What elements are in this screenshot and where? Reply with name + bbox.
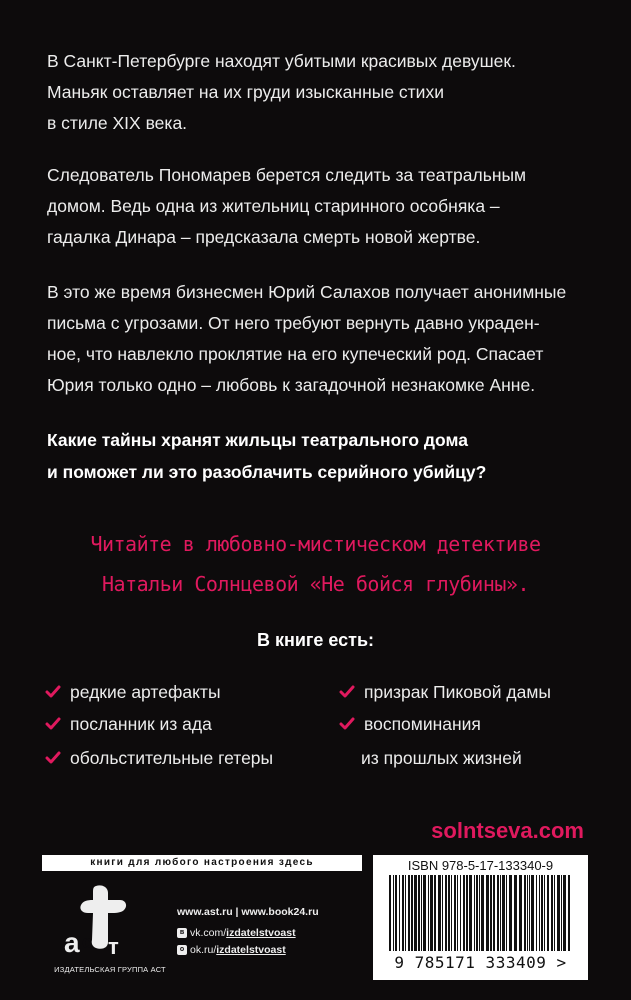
features-title: В книге есть: <box>256 630 375 650</box>
barcode-bar <box>423 875 426 951</box>
barcode-bar <box>554 875 555 951</box>
barcode-bar <box>481 875 484 951</box>
barcode-bar <box>563 875 566 951</box>
ok-handle: izdatelstvoast <box>216 944 286 956</box>
vk-prefix: vk.com/ <box>190 927 227 939</box>
barcode-bar <box>527 875 528 951</box>
ok-prefix: ok.ru/ <box>190 944 217 956</box>
author-website-link[interactable]: solntseva.com <box>431 818 584 843</box>
promo-text: Читайте в любовно-мистическом детективе Натальи Солнцевой «Не бойся глубины». <box>90 532 541 596</box>
barcode-bar <box>399 875 400 951</box>
barcode-bar <box>551 875 553 951</box>
barcode-bar <box>434 875 436 951</box>
isbn-text: ISBN 978-5-17-133340-9 <box>407 858 554 873</box>
publisher-caption: ИЗДАТЕЛЬСКАЯ ГРУППА АСТ <box>54 965 166 974</box>
barcode-bar <box>393 875 394 951</box>
svg-text:с: с <box>82 932 93 952</box>
barcode-bar <box>561 875 562 951</box>
feature-left-3: обольстительные гетеры <box>70 748 274 768</box>
barcode-bar <box>506 875 507 951</box>
ok-link[interactable] <box>177 944 286 956</box>
feature-left-1: редкие артефакты <box>70 682 221 702</box>
barcode-bar <box>568 875 570 951</box>
barcode-bar <box>479 875 480 951</box>
barcode-bar <box>430 875 433 951</box>
barcode-bar <box>460 875 461 951</box>
barcode-bar <box>418 875 420 951</box>
checkmark-icon <box>45 716 61 732</box>
barcode-bar <box>539 875 540 951</box>
barcode-bar <box>514 875 517 951</box>
description-question: Какие тайны хранят жильцы театрального дома и поможет ли это разоблачить серийного убийцу? <box>47 430 487 482</box>
barcode-bar <box>448 875 450 951</box>
feature-right-3: из прошлых жизней <box>361 748 522 768</box>
barcode-bar <box>389 875 391 951</box>
feature-left-2: посланник из ада <box>70 714 212 734</box>
barcode-bar <box>493 875 495 951</box>
barcode-bar <box>544 875 545 951</box>
barcode-bar <box>454 875 456 951</box>
barcode-bar <box>486 875 489 951</box>
publisher-links[interactable]: www.ast.ru | www.book24.ru <box>177 906 319 918</box>
checkmark-icon <box>339 684 355 700</box>
barcode-bar <box>411 875 413 951</box>
barcode-bar <box>469 875 472 951</box>
barcode-bar <box>490 875 492 951</box>
barcode-bars <box>387 875 575 953</box>
checkmark-icon <box>45 684 61 700</box>
vk-icon: в <box>177 928 187 938</box>
barcode-bar <box>502 875 505 951</box>
vk-handle: izdatelstvoast <box>226 927 296 939</box>
barcode-bar <box>395 875 397 951</box>
barcode-box <box>373 855 588 980</box>
description-paragraph-1: В Санкт-Петербурге находят убитыми красивых девушек. Маньяк оставляет на их груди изысканные стихи в стиле XIX века. <box>47 51 516 133</box>
barcode-bar <box>524 875 526 951</box>
barcode-bar <box>476 875 478 951</box>
barcode-bar <box>466 875 468 951</box>
barcode-bar <box>531 875 534 951</box>
ok-icon: о <box>177 945 187 955</box>
description-paragraph-2: Следователь Пономарев берется следить за театральным домом. Ведь одна из жительниц старинного особняка – гадалка Динара – предсказала смерть новой жертве. <box>47 165 527 247</box>
barcode-bar <box>500 875 501 951</box>
vk-link[interactable] <box>177 927 296 939</box>
barcode-bar <box>408 875 410 951</box>
barcode-bar <box>402 875 404 951</box>
barcode-bar <box>428 875 429 951</box>
barcode-digits: 9 785171 333409 > <box>394 953 567 972</box>
barcode-bar <box>438 875 441 951</box>
svg-text:а: а <box>64 927 80 958</box>
barcode-bar <box>497 875 499 951</box>
barcode-bar <box>451 875 452 951</box>
barcode-bar <box>536 875 537 951</box>
barcode-bar <box>547 875 549 951</box>
ast-logo <box>62 882 132 964</box>
barcode-bar <box>519 875 522 951</box>
barcode-bar <box>442 875 443 951</box>
barcode-bar <box>529 875 530 951</box>
barcode-bar <box>414 875 417 951</box>
barcode-bar <box>457 875 458 951</box>
barcode-bar <box>445 875 447 951</box>
feature-right-1: призрак Пиковой дамы <box>364 682 551 702</box>
publisher-slogan: книги для любого настроения здесь <box>42 855 362 871</box>
barcode-bar <box>405 875 406 951</box>
checkmark-icon <box>339 716 355 732</box>
checkmark-icon <box>45 750 61 766</box>
barcode-bar <box>557 875 560 951</box>
svg-text:т: т <box>108 934 119 959</box>
barcode-bar <box>509 875 512 951</box>
barcode-bar <box>463 875 465 951</box>
barcode-bar <box>541 875 543 951</box>
feature-right-2: воспоминания <box>364 714 481 734</box>
barcode-bar <box>474 875 475 951</box>
barcode-bar <box>421 875 422 951</box>
description-paragraph-3: В это же время бизнесмен Юрий Салахов получает анонимные письма с угрозами. От него требуют вернуть давно украден- ное, что навлекло проклятие на его купеческий род. Спасает Юрия только одно – любовь к загадочной незнакомке Анне. <box>47 282 567 395</box>
